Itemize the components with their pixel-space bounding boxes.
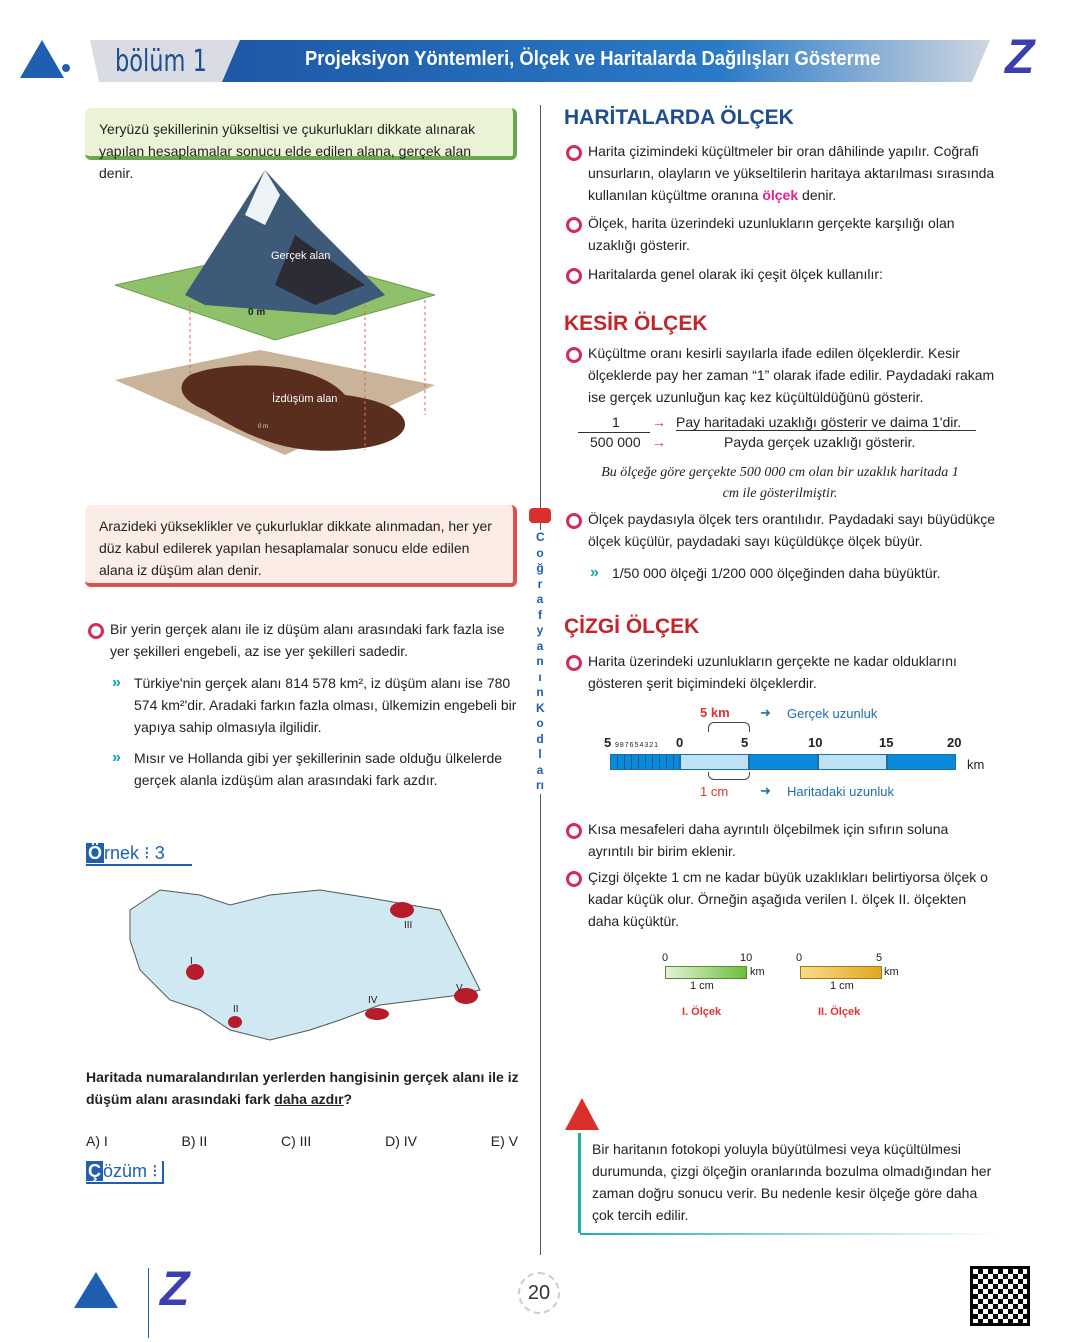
s1-unit: km [750, 966, 765, 978]
map-label-III: III [404, 920, 413, 931]
definition-real-area: Yeryüzü şekillerinin yükseltisi ve çukurlukları dikkate alınarak yapılan hesaplamalar sonucu elde edilen alana, gerçek alan denir. [85, 108, 517, 160]
bullet-fraction-def: Küçültme oranı kesirli sayılarla ifade edilen ölçeklerdir. Kesir ölçeklerde pay her zaman “1” olarak ifade edilir. Paydadaki rakam ise gerçek uzunluğun kaç kez küçültüldüğünü gösterir. [588, 342, 998, 408]
map-label-V: V [456, 983, 463, 994]
option-e[interactable]: E) V [490, 1133, 518, 1149]
footer-z-logo: Z [160, 1263, 190, 1316]
heading-map-scale: HARİTALARDA ÖLÇEK [564, 106, 794, 129]
map-label-I: I [190, 956, 193, 967]
arrow-icon: ➜ [760, 783, 771, 798]
fraction-example: Bu ölçeğe göre gerçekte 500 000 cm olan bir uzaklık haritada 1 cm ile gösterilmiştir. [601, 465, 959, 501]
example-heading: Ö rnek ⁝ 3 [86, 843, 192, 866]
tick-0: 0 [676, 735, 684, 750]
scale-minor-ticks: 987654321 [615, 742, 660, 749]
qr-code[interactable] [970, 1266, 1030, 1326]
warning-icon [565, 1098, 599, 1130]
question-text: Haritada numaralandırılan yerlerden hangisinin gerçek alanı ile iz düşüm alanı arasındaki fark daha azdır? [86, 1069, 519, 1107]
option-b[interactable]: B) II [181, 1133, 208, 1149]
scale-minor-segment [610, 754, 680, 770]
s2-cm: 1 cm [830, 980, 854, 992]
fraction-denominator: 500 000 [590, 434, 641, 450]
z-logo: Z [1005, 31, 1035, 84]
option-c[interactable]: C) III [280, 1133, 312, 1149]
real-area-label: Gerçek alan [271, 250, 331, 262]
side-vertical-text [533, 530, 547, 794]
scale-segment [680, 754, 749, 770]
numerator-desc: Pay haritadaki uzaklığı gösterir ve daima 1'dir. [676, 414, 976, 431]
denominator-desc: Payda gerçek uzaklığı gösterir. [724, 434, 916, 450]
s1-label: I. Ölçek [682, 1006, 722, 1018]
map-label-II: II [233, 1004, 239, 1015]
bullet-inverse: Ölçek paydasıyla ölçek ters orantılıdır. Paydadaki sayı büyüdükçe ölçek küçülür, paydadaki sayı küçüldükçe ölçek büyür. [588, 508, 998, 552]
solution-heading: Ç özüm ⁝ [86, 1161, 164, 1184]
zero-label: 0 m [248, 307, 266, 318]
solution-initial: Ç [88, 1161, 101, 1181]
bullet-scale-distance: Ölçek, harita üzerindeki uzunlukların gerçekte karşılığı olan uzaklığı gösterir. [588, 212, 998, 256]
scale-segment [749, 754, 818, 770]
answer-options [86, 1133, 518, 1149]
arrow-icon: ➜ [760, 705, 771, 720]
tick-5: 5 [741, 735, 749, 750]
scale-unit: km [967, 757, 985, 772]
scale-segment [887, 754, 956, 770]
video-icon[interactable] [529, 508, 551, 523]
publisher-logo [20, 40, 64, 78]
option-a[interactable]: A) I [86, 1133, 108, 1149]
tick-20: 20 [947, 735, 962, 750]
s2-label: II. Ölçek [818, 1006, 861, 1018]
p1-end: denir. [798, 187, 837, 203]
solution-word: özüm [103, 1161, 148, 1181]
sub-egypt-netherlands: » Mısır ve Hollanda gibi yer şekillerinin sade olduğu ülkelerde gerçek alanla izdüşüm alan arasındaki fark azdır. [134, 747, 520, 791]
s2-unit: km [884, 966, 899, 978]
bullet-line-def: Harita üzerindeki uzunlukların gerçekte ne kadar olduklarını gösteren şerit biçimindeki ölçeklerdir. [588, 650, 998, 694]
tick-10: 10 [808, 735, 823, 750]
question-emphasis: daha azdır [274, 1091, 344, 1107]
sub-scale-compare: » 1/50 000 ölçeği 1/200 000 ölçeğinden daha büyüktür. [612, 562, 992, 584]
bullet-area-difference: Bir yerin gerçek alanı ile iz düşüm alanı arasındaki fark fazla ise yer şekilleri engebeli, az ise yer şekilleri sadedir. [110, 618, 520, 662]
logo-dot [62, 64, 70, 72]
s1-start: 0 [662, 952, 669, 964]
s1-end: 10 [740, 952, 753, 964]
bullet-scale-definition [588, 140, 998, 206]
bullet-scale-types: Haritalarda genel olarak iki çeşit ölçek kullanılır: [588, 263, 998, 285]
map-length-label: Haritadaki uzunluk [787, 784, 894, 799]
scale-segment [818, 754, 887, 770]
example-word: rnek [104, 843, 140, 863]
scale-term: ölçek [762, 187, 799, 203]
page-title: Projeksiyon Yöntemleri, Ölçek ve Haritalarda Dağılışları Gösterme [305, 48, 881, 70]
s1-cm: 1 cm [690, 980, 714, 992]
scale-top-label: 5 km [700, 705, 730, 720]
p1-text: Harita çizimindeki küçültmeler bir oran dâhilinde yapılır. Coğrafi unsurların, olayların ve yükseltilerin haritaya aktarılması sırasında kullanılan küçültme oranına [588, 143, 995, 203]
scale-bar-1 [665, 966, 747, 979]
real-length-label: Gerçek uzunluk [787, 706, 878, 721]
projection-area-label: İzdüşüm alan [272, 393, 338, 405]
chapter-label: bölüm 1 [115, 44, 207, 79]
turkey-map [120, 880, 490, 1050]
s2-end: 5 [876, 952, 883, 964]
heading-line-scale: ÇİZGİ ÖLÇEK [564, 615, 700, 638]
tick-15: 15 [879, 735, 894, 750]
definition-projection-area: Arazideki yükseklikler ve çukurluklar dikkate alınmadan, her yer düz kabul edilerek yapılan hesaplamalar sonucu elde edilen alana iz düşüm alan denir. [85, 505, 517, 587]
side-text: Coğrafyanın Kodları [536, 530, 545, 792]
example-initial: Ö [88, 843, 103, 863]
note-text: Bir haritanın fotokopi yoluyla büyütülmesi veya küçültülmesi durumunda, çizgi ölçeğin oranlarında bozulma olmadığından her zaman doğru sonucu verir. Bu nedenle kesir ölçeğe göre daha çok tercih edilir. [592, 1141, 992, 1223]
option-d[interactable]: D) IV [385, 1133, 417, 1149]
question-body: Haritada numaralandırılan yerlerden hangisinin gerçek alanı ile iz düşüm alanı arasındaki fark [86, 1069, 519, 1107]
map-label-IV: IV [368, 995, 378, 1006]
s2-start: 0 [796, 952, 803, 964]
scale-bar-2 [800, 966, 882, 979]
fraction-numerator: 1 [612, 414, 620, 430]
zero-label-2: 0 m [258, 424, 269, 430]
terrain-figure [115, 165, 435, 465]
sub-turkey-area: » Türkiye'nin gerçek alanı 814 578 km², iz düşüm alanı ise 780 574 km²'dir. Aradaki farkın fazla olması, ülkemizin engebeli bir yapıya sahip olmasıyla ilgilidir. [134, 672, 520, 738]
bullet-line-compare: Çizgi ölçekte 1 cm ne kadar büyük uzaklıkları belirtiyorsa ölçek o kadar küçük olur. Örneğin aşağıda verilen I. ölçek II. ölçekten daha küçüktür. [588, 866, 998, 932]
heading-fraction-scale: KESİR ÖLÇEK [564, 312, 708, 335]
scale-left-5: 5 [604, 735, 612, 750]
example-number: 3 [154, 843, 165, 863]
page-number: 20 [518, 1272, 560, 1314]
footer-logo [74, 1272, 118, 1308]
bullet-detail-unit: Kısa mesafeleri daha ayrıntılı ölçebilmek için sıfırın soluna ayrıntılı bir birim eklenir. [588, 818, 998, 862]
scale-bottom-label: 1 cm [700, 784, 729, 799]
